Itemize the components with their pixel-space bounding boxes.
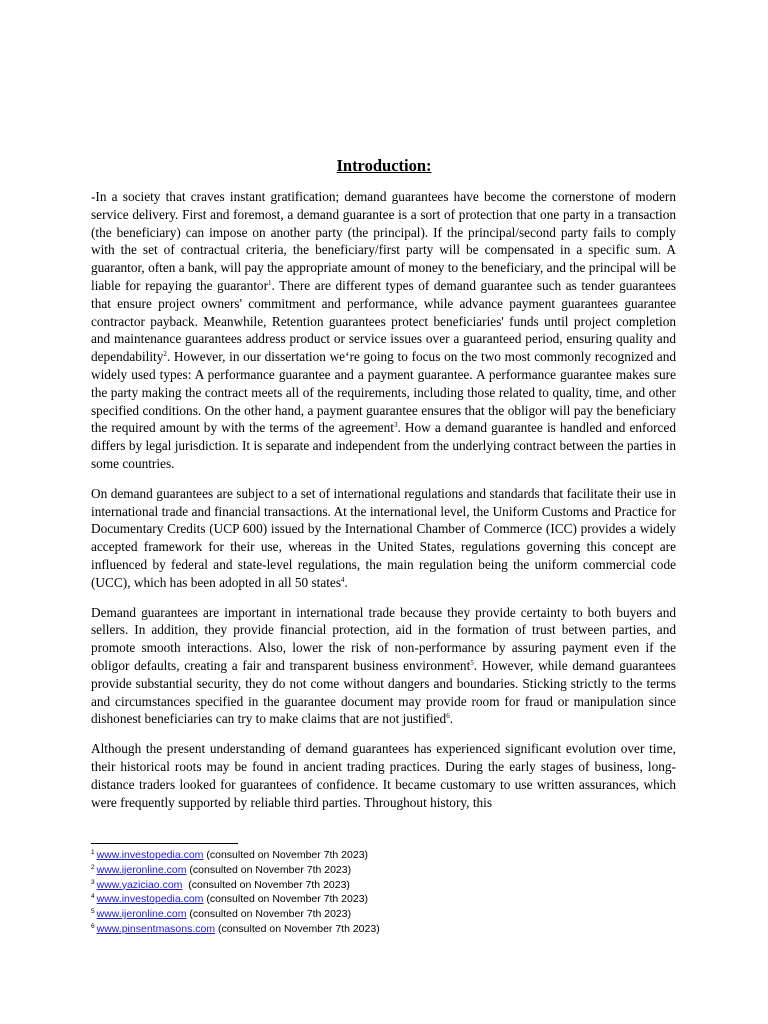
footnote xyxy=(91,922,676,937)
paragraph-text: Although the present understanding of demand guarantees has experienced significant evolution over time, their historical roots may be found in ancient trading practices. During the early stages of business, long-distance traders looked for guarantees of confidence. It became customary to use written assurances, which were frequently supported by reliable third parties. Throughout history, this xyxy=(91,741,676,810)
footnote-note: (consulted on November 7th 2023) xyxy=(182,878,350,891)
footnote-number: 5 xyxy=(91,908,95,916)
footnote-link[interactable]: www.ijeronline.com xyxy=(96,908,187,921)
footnote-ref[interactable]: 3 xyxy=(393,421,398,430)
footnote-link[interactable]: www.investopedia.com xyxy=(96,893,204,906)
footnote-note: (consulted on November 7th 2023) xyxy=(186,863,352,876)
footnote-ref[interactable]: 2 xyxy=(163,350,167,359)
footnote xyxy=(91,848,676,863)
footnote-number: 4 xyxy=(91,893,95,901)
paragraph-text: . However, in our dissertation we‘re going to focus on the two most commonly recognized and widely used types: A performance guarantee and a payment guarantee. A performance guarantee makes sure the party making the contract meets all of the requirements, including those related to quality, time, and other specified conditions. On the other hand, a payment guarantee ensures that the obligor will pay the beneficiary the required amount by with the terms of the agreement xyxy=(91,349,676,436)
paragraph xyxy=(91,740,676,811)
paragraph xyxy=(91,604,676,729)
footnote-ref[interactable]: 5 xyxy=(470,658,474,667)
footnote-link[interactable]: www.investopedia.com xyxy=(96,849,204,861)
footnote-number: 6 xyxy=(91,922,95,930)
footnote-note: (consulted on November 7th 2023) xyxy=(203,893,369,906)
footnotes xyxy=(91,848,676,937)
paragraph-text: . xyxy=(449,711,454,727)
paragraph-text: . There are different types of demand guarantee such as tender guarantees that ensure project owners' commitment and performance, while advance payment guarantees guarantee contractor payback. Meanwhile, Retention guarantees protect beneficiaries' funds until project completion and maintenance guarantees address product or service issues over a guaranteed period, ensuring quality and dependability xyxy=(91,277,676,365)
paragraph-text: On demand guarantees are subject to a set of international regulations and standards that facilitate their use in international trade and financial transactions. At the international level, the Uniform Customs and Practice for Documentary Credits (UCP 600) issued by the International Chamber of Commerce (ICC) provides a widely accepted framework for their use, whereas in the United States, regulations governing this concept are influenced by federal and state-level regulations, the main regulation being the uniform commercial code (UCC), which has been adopted in all 50 states xyxy=(91,485,676,590)
footnote-link[interactable]: www.ijeronline.com xyxy=(96,863,187,876)
footnote xyxy=(91,892,676,907)
footnote-ref[interactable]: 1 xyxy=(268,278,272,287)
footnote-note: (consulted on November 7th 2023) xyxy=(215,922,380,935)
body-text xyxy=(91,188,676,823)
paragraph-text: -In a society that craves instant gratification; demand guarantees have become the cornerstone of modern service delivery. First and foremost, a demand guarantee is a sort of protection that one party in a transaction (the beneficiary) can impose on another party (the principal). If the principal/second party fails to comply with the set of contractual criteria, the beneficiary/first party will be compensated in a specific sum. A guarantor, often a bank, will pay the appropriate amount of money to the beneficiary, and the principal will be liable for repaying the guarantor xyxy=(91,189,676,293)
footnote xyxy=(91,863,676,878)
footnote-number: 1 xyxy=(91,849,95,856)
footnote-ref[interactable]: 6 xyxy=(446,712,450,721)
paragraph xyxy=(91,485,676,592)
footnote-number: 3 xyxy=(91,878,95,886)
footnote-number: 2 xyxy=(91,863,95,871)
paragraph xyxy=(91,188,676,473)
footnote xyxy=(91,878,676,893)
paragraph-text: . How a demand guarantee is handled and enforced differs by legal jurisdiction. It is separate and independent from the underlying contract between the parties in some countries. xyxy=(91,420,677,471)
footnote xyxy=(91,907,676,922)
footnote-note: (consulted on November 7th 2023) xyxy=(186,908,352,921)
footnote-ref[interactable]: 4 xyxy=(341,575,345,584)
footnote-separator xyxy=(91,843,238,844)
footnote-link[interactable]: www.pinsentmasons.com xyxy=(96,922,216,935)
paragraph-text: . xyxy=(344,574,348,590)
paragraph-text: Demand guarantees are important in international trade because they provide certainty to both buyers and sellers. In addition, they provide financial protection, aid in the formation of trust between parties, and promote smooth interactions. Also, lower the risk of non-performance by assuring payment even if the obligor defaults, creating a fair and transparent business environment xyxy=(91,604,676,673)
footnote-note: (consulted on November 7th 2023) xyxy=(203,849,369,861)
footnote-link[interactable]: www.yaziciao.com xyxy=(96,878,183,891)
page-title: Introduction: xyxy=(336,156,432,175)
paragraph-text: . However, while demand guarantees provide substantial security, they do not come without dangers and boundaries. Sticking strictly to the terms and circumstances specified in the guarantee document may provide room for fraud or manipulation since dishonest beneficiaries can try to make claims that are not justified xyxy=(91,657,676,727)
